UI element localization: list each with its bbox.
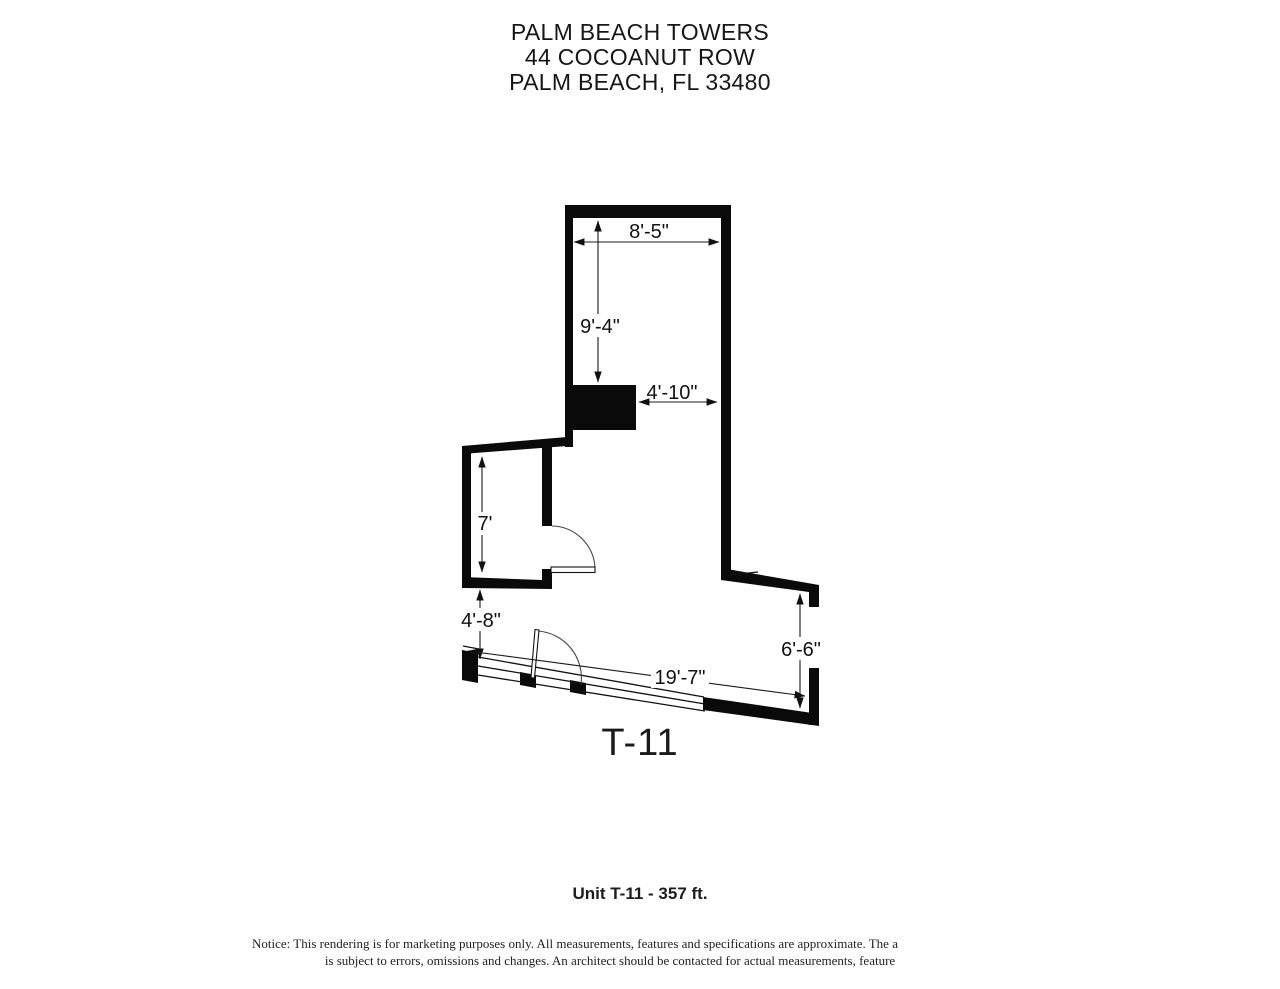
dimension-labels [461, 221, 821, 689]
dim-label-balcony-left: 4'-8" [461, 610, 501, 632]
building-name: PALM BEACH TOWERS [510, 19, 770, 45]
wall-top [565, 205, 731, 218]
dim-label-upper-height: 9'-4" [580, 316, 620, 338]
dimension-lines [468, 221, 805, 708]
dim-label-balcony-width: 19'-7" [654, 667, 706, 689]
building-address: 44 COCOANUT ROW [524, 44, 756, 70]
walls [462, 205, 819, 726]
closet-block [566, 385, 636, 430]
building-city-state-zip: PALM BEACH, FL 33480 [509, 69, 771, 95]
dimension-label-backgrounds [459, 314, 824, 688]
wall-left-room-door-jamb [542, 441, 552, 526]
balcony-door-arc [538, 631, 581, 684]
unit-info: Unit T-11 - 357 ft. [572, 884, 708, 903]
dim-line-balcony-width [468, 651, 805, 696]
left-room-door-leaf [551, 567, 595, 573]
wall-right [721, 215, 731, 578]
dim-label-recess-width: 4'-10" [646, 382, 698, 404]
balcony-left-tick [463, 646, 479, 649]
unit-label: T-11 [601, 722, 679, 764]
balcony-wall-left-cap [462, 650, 478, 683]
dim-label-top-width: 8'-5" [629, 221, 669, 243]
balcony-door-leaf [531, 630, 539, 679]
wall-left-room-left [462, 447, 471, 588]
wall-left-room-bottom [462, 569, 552, 589]
wall-bottom-slant [703, 697, 819, 726]
dim-label-right-opening: 6'-6" [781, 639, 821, 661]
notice-line-1: Notice: This rendering is for marketing purposes only. All measurements, features and specifications are approximate. The a [252, 936, 898, 951]
window-wall-lines [463, 572, 758, 711]
left-room-door-arc [552, 526, 595, 568]
notice-line-2: is subject to errors, omissions and changes. An architect should be contacted for actual measurements, feature [324, 953, 896, 968]
dim-label-left-room-height: 7' [477, 513, 493, 535]
